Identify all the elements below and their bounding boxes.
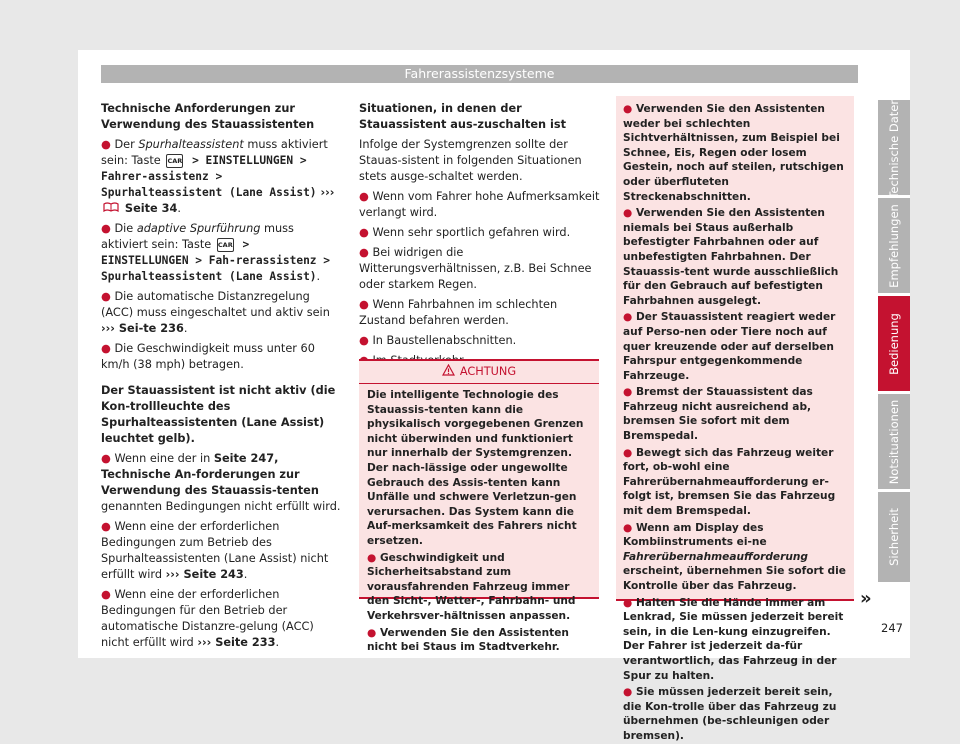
list-item: ● Verwenden Sie den Assistenten weder bei schlechten Sichtverhältnissen, zum Beispiel bei Schnee, Eis, Regen oder losem Gestein, noch auf steilen, rutschigen oder überfluteten Streckenabschnitten.	[623, 103, 844, 203]
bullet-icon: ●	[359, 190, 373, 203]
warning-triangle-icon	[442, 364, 455, 376]
bullet-icon: ●	[623, 596, 636, 609]
left-column	[101, 101, 341, 655]
section-heading: Der Stauassistent ist nicht aktiv (die Kon-trollleuchte des Spurhalteassistenten (Lane Assist) leuchtet gelb).	[101, 384, 336, 445]
page-link[interactable]: Seite 243	[183, 568, 244, 581]
bullet-icon: ●	[101, 290, 115, 303]
bullet-icon: ●	[623, 386, 636, 399]
bullet-icon: ●	[359, 334, 373, 347]
tab-technische-daten[interactable]: Technische Daten	[878, 100, 910, 195]
chapter-header: Fahrerassistenzsysteme	[101, 65, 858, 83]
list-item: ● Verwenden Sie den Assistenten niemals bei Staus außerhalb befestigter Fahrbahnen oder auf unbefestigten Fahrbahnen. Der Stauassis-tent wurde ausschließlich für den Gebrauch auf befestigten Fahrbahnen ausgelegt.	[623, 207, 839, 307]
tab-notsituationen[interactable]: Notsituationen	[878, 394, 910, 489]
list-item: ● Sie müssen jederzeit bereit sein, die Kon-trolle über das Fahrzeug zu übernehmen (be-schleunigen oder bremsen).	[623, 686, 837, 742]
tab-bedienung[interactable]: Bedienung	[878, 296, 910, 391]
car-button-icon: CAR	[217, 238, 234, 252]
list-item: ● Bewegt sich das Fahrzeug weiter fort, ob-wohl eine Fahrerübernahmeaufforderung er-folgt ist, bremsen Sie das Fahrzeug mit dem Bremspedal.	[623, 446, 836, 518]
bullet-icon: ●	[101, 222, 115, 235]
bullet-icon: ●	[623, 207, 636, 220]
list-item: ● Der Stauassistent reagiert weder auf Perso-nen oder Tiere noch auf quer kreuzende oder auf derselben Fahrspur entgegenkommende Fahrzeuge.	[623, 311, 836, 382]
list-item: ● Wenn eine der in Seite 247, Technische An-forderungen zur Verwendung des Stauassis-tenten genannten Bedingungen nicht erfüllt wird.	[101, 452, 341, 513]
list-item: ● Bremst der Stauassistent das Fahrzeug nicht ausreichend ab, bremsen Sie sofort mit dem Bremspedal.	[623, 386, 813, 443]
continue-arrow-icon: »	[860, 588, 872, 609]
bullet-icon: ●	[623, 446, 636, 459]
tab-sicherheit[interactable]: Sicherheit	[878, 492, 910, 582]
warning-body	[359, 384, 599, 655]
warning-intro: Die intelligente Technologie des Stauassis-tenten kann die physikalisch vorgegebenen Grenzen nicht überwinden und funktioniert nur innerhalb der Systemgrenzen. Der nach-lässige oder ungewollte Gebrauch des Assis-tenten kann Unfälle und schwere Verletzun-gen verursachen. Das System kann die Auf-merksamkeit des Fahrers nicht ersetzen.	[367, 389, 584, 547]
bullet-icon: ●	[623, 686, 636, 699]
intro-text: Infolge der Systemgrenzen sollte der Stauas-sistent in folgenden Situationen stets ausge-schaltet werden.	[359, 138, 582, 183]
warning-header	[359, 361, 599, 384]
bullet-icon: ●	[101, 138, 115, 151]
list-item: ● Wenn vom Fahrer hohe Aufmerksamkeit verlangt wird.	[359, 190, 600, 219]
bullet-icon: ●	[101, 520, 115, 533]
warning-continuation-box	[616, 96, 854, 742]
bullet-icon: ●	[359, 226, 373, 239]
bullet-icon: ●	[367, 626, 380, 639]
list-item: ● Der Spurhalteassistent muss aktiviert sein: Taste CAR > EINSTELLUNGEN > Fahrer-assistenz > Spurhalteassistent (Lane Assist) ››› Seite 34.	[101, 138, 335, 215]
list-item: ● Geschwindigkeit und Sicherheitsabstand zum vorausfahrenden Fahrzeug immer den Sicht-, Wetter-, Fahrbahn- und Verkehrsver-hältnissen anpassen.	[367, 551, 576, 622]
tab-empfehlungen[interactable]: Empfehlungen	[878, 198, 910, 293]
bullet-icon: ●	[101, 588, 115, 601]
car-button-icon: CAR	[166, 154, 183, 168]
list-item: ● Die automatische Distanzregelung (ACC) muss eingeschaltet und aktiv sein ››› Sei-te 236.	[101, 290, 330, 335]
menu-path: > EINSTELLUNGEN > Fah-rerassistenz > Spurhalteassistent (Lane Assist)	[101, 238, 331, 283]
bullet-icon: ●	[359, 246, 373, 259]
bullet-icon: ●	[101, 452, 115, 465]
menu-path: > EINSTELLUNGEN > Fahrer-assistenz > Spurhalteassistent (Lane Assist)	[101, 154, 317, 199]
list-item: ● Wenn eine der erforderlichen Bedingungen für den Betrieb der automatische Distanzre-gelung (ACC) nicht erfüllt wird ››› Seite 233.	[101, 588, 314, 649]
page-link[interactable]: Seite 233	[215, 636, 276, 649]
page-link[interactable]: Sei-te 236	[118, 322, 184, 335]
list-item: ● Halten Sie die Hände immer am Lenkrad, Sie müssen jederzeit bereit sein, in die Len-kung einzugreifen. Der Fahrer ist jederzeit da-für verantwortlich, das Fahrzeug in der Spur zu halten.	[623, 596, 844, 682]
middle-column	[359, 101, 601, 373]
book-reference-icon	[103, 202, 119, 212]
bullet-icon: ●	[623, 311, 636, 324]
bullet-icon: ●	[623, 103, 636, 115]
bullet-icon: ●	[623, 521, 636, 534]
page-number: 247	[881, 621, 903, 635]
list-item: ● Wenn Fahrbahnen im schlechten Zustand befahren werden.	[359, 298, 558, 327]
warning-continuation-body	[616, 96, 854, 744]
warning-title: ACHTUNG	[459, 365, 517, 378]
list-item: ● Die adaptive Spurführung muss aktiviert sein: Taste CAR > EINSTELLUNGEN > Fah-rerassistenz > Spurhalteassistent (Lane Assist).	[101, 222, 331, 283]
page-link[interactable]: Seite 247, Technische An-forderungen zur Verwendung des Stauassis-tenten	[101, 452, 319, 497]
list-item: ● Verwenden Sie den Assistenten nicht bei Staus im Stadtverkehr.	[367, 626, 569, 654]
list-item: ● In Baustellenabschnitten.	[359, 334, 517, 347]
bullet-icon: ●	[101, 342, 115, 355]
warning-box	[359, 359, 599, 654]
section-heading: Situationen, in denen der Stauassistent aus-zuschalten ist	[359, 102, 566, 131]
bullet-icon: ●	[367, 551, 380, 564]
bullet-icon: ●	[359, 298, 373, 311]
page-link[interactable]: Seite 34	[121, 202, 178, 215]
list-item: ● Wenn am Display des Kombiinstruments ei-ne Fahrerübernahmeaufforderung erscheint, übernehmen Sie sofort die Kontrolle über das Fahrzeug.	[623, 521, 846, 592]
list-item: ● Wenn eine der erforderlichen Bedingungen zum Betrieb des Spurhalteassistenten (Lane Assist) nicht erfüllt wird ››› Seite 243.	[101, 520, 329, 581]
list-item: ● Die Geschwindigkeit muss unter 60 km/h (38 mph) betragen.	[101, 342, 315, 371]
list-item: ● Bei widrigen die Witterungsverhältnissen, z.B. Bei Schnee oder starkem Regen.	[359, 246, 592, 291]
list-item: ● Wenn sehr sportlich gefahren wird.	[359, 226, 571, 239]
section-heading: Technische Anforderungen zur Verwendung des Stauassistenten	[101, 102, 315, 131]
